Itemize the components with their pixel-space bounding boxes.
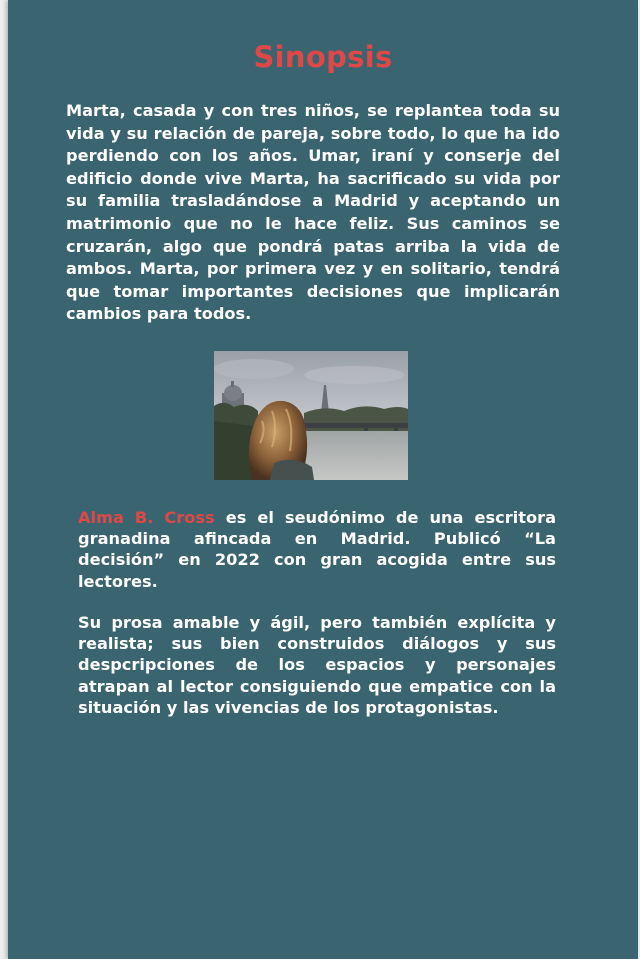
author-bio-text: es el seudónimo de una escritora granadina afincada en Madrid. Publicó “La decisión” en 2022 con gran acogida entre sus lectores. bbox=[78, 508, 556, 591]
page-title: Sinopsis bbox=[253, 40, 393, 74]
style-paragraph: Su prosa amable y ágil, pero también explícita y realista; sus bien construidos diálogos y sus despcripciones de los espacios y personajes atrapan al lector consiguiendo que empatice con la situación y las vivencias de los protagonistas. bbox=[78, 613, 556, 717]
author-photo bbox=[214, 351, 408, 480]
author-bio-paragraph bbox=[78, 507, 556, 592]
back-cover bbox=[8, 0, 638, 959]
author-name: Alma B. Cross bbox=[78, 508, 215, 527]
synopsis-text: Marta, casada y con tres niños, se replantea toda su vida y su relación de pareja, sobre todo, lo que ha ido perdiendo con los años. Umar, iraní y conserje del edificio donde vive Marta, ha sacrificado su vida por su familia trasladándose a Madrid y aceptando un matrimonio que no le hace feliz. Sus caminos se cruzarán, algo que pondrá patas arriba la vida de ambos. Marta, por primera vez y en solitario, tendrá que tomar importantes decisiones que implicarán cambios para todos. bbox=[66, 101, 560, 324]
